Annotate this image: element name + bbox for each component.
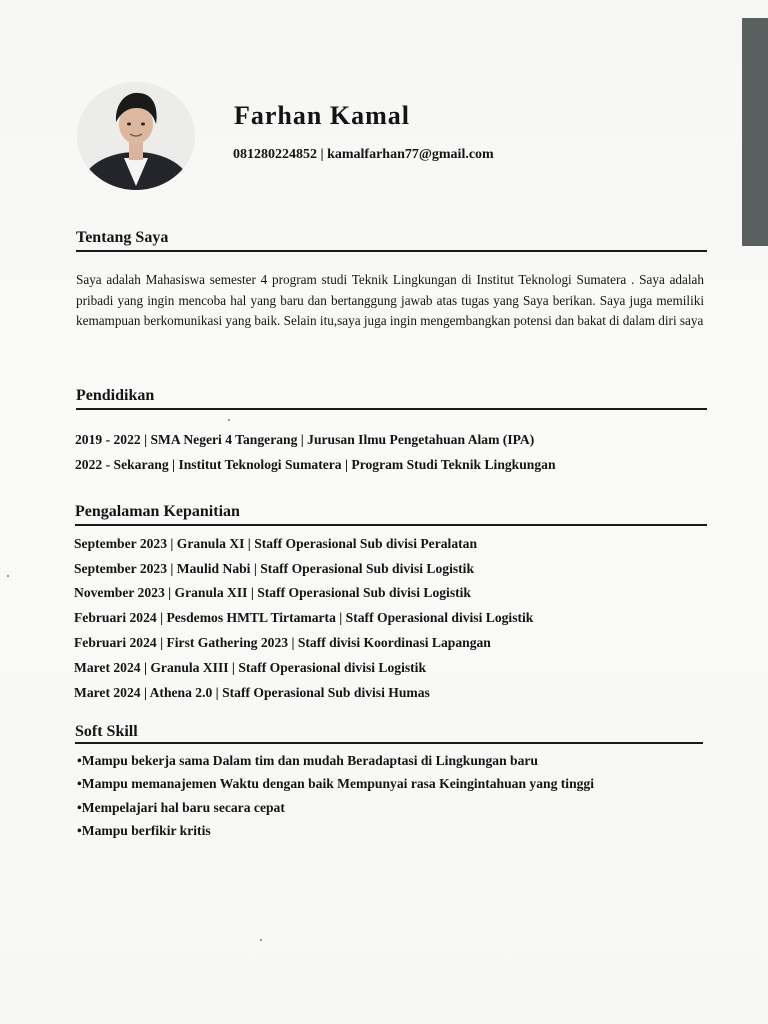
scan-edge-shadow xyxy=(742,18,768,246)
experience-item: September 2023 | Maulid Nabi | Staff Operasional Sub divisi Logistik xyxy=(74,561,475,576)
scan-speck xyxy=(7,575,9,577)
section-title-about: Tentang Saya xyxy=(76,229,169,246)
experience-item: November 2023 | Granula XII | Staff Operasional Sub divisi Logistik xyxy=(74,585,471,600)
scan-speck xyxy=(228,419,230,421)
education-item: 2022 - Sekarang | Institut Teknologi Sumatera | Program Studi Teknik Lingkungan xyxy=(75,457,556,472)
skill-item: •Mempelajari hal baru secara cepat xyxy=(77,800,285,815)
experience-item: Februari 2024 | First Gathering 2023 | Staff divisi Koordinasi Lapangan xyxy=(74,635,491,650)
section-divider-skills xyxy=(75,742,703,744)
section-divider-education xyxy=(76,408,707,410)
section-title-experience: Pengalaman Kepanitian xyxy=(75,503,240,520)
experience-item: Maret 2024 | Athena 2.0 | Staff Operasional Sub divisi Humas xyxy=(74,685,430,700)
experience-item: Maret 2024 | Granula XIII | Staff Operasional divisi Logistik xyxy=(74,660,427,675)
contact-info[interactable]: 081280224852 | kamalfarhan77@gmail.com xyxy=(233,147,494,162)
section-title-education: Pendidikan xyxy=(76,387,155,404)
section-divider-experience xyxy=(75,524,707,526)
candidate-name: Farhan Kamal xyxy=(234,101,410,130)
profile-photo xyxy=(77,82,195,190)
section-title-skills: Soft Skill xyxy=(75,723,138,740)
skill-item: •Mampu berfikir kritis xyxy=(77,823,211,838)
skill-item: •Mampu memanajemen Waktu dengan baik Mempunyai rasa Keingintahuan yang tinggi xyxy=(77,776,594,791)
experience-item: September 2023 | Granula XI | Staff Operasional Sub divisi Peralatan xyxy=(74,536,478,551)
education-item: 2019 - 2022 | SMA Negeri 4 Tangerang | Jurusan Ilmu Pengetahuan Alam (IPA) xyxy=(75,432,535,447)
skill-item: •Mampu bekerja sama Dalam tim dan mudah Beradaptasi di Lingkungan baru xyxy=(77,753,538,768)
experience-item: Februari 2024 | Pesdemos HMTL Tirtamarta | Staff Operasional divisi Logistik xyxy=(74,610,534,625)
about-paragraph: Saya adalah Mahasiswa semester 4 program studi Teknik Lingkungan di Institut Teknologi Sumatera . Saya adalah pribadi yang ingin mencoba hal yang baru dan bertanggung jawab atas tugas yang Saya berikan. Saya juga memiliki kemampuan berkomunikasi yang baik. Selain itu,saya juga ingin mengembangkan potensi dan bakat di dalam diri saya xyxy=(76,272,704,328)
section-divider-about xyxy=(76,250,707,252)
scan-speck xyxy=(260,939,262,941)
